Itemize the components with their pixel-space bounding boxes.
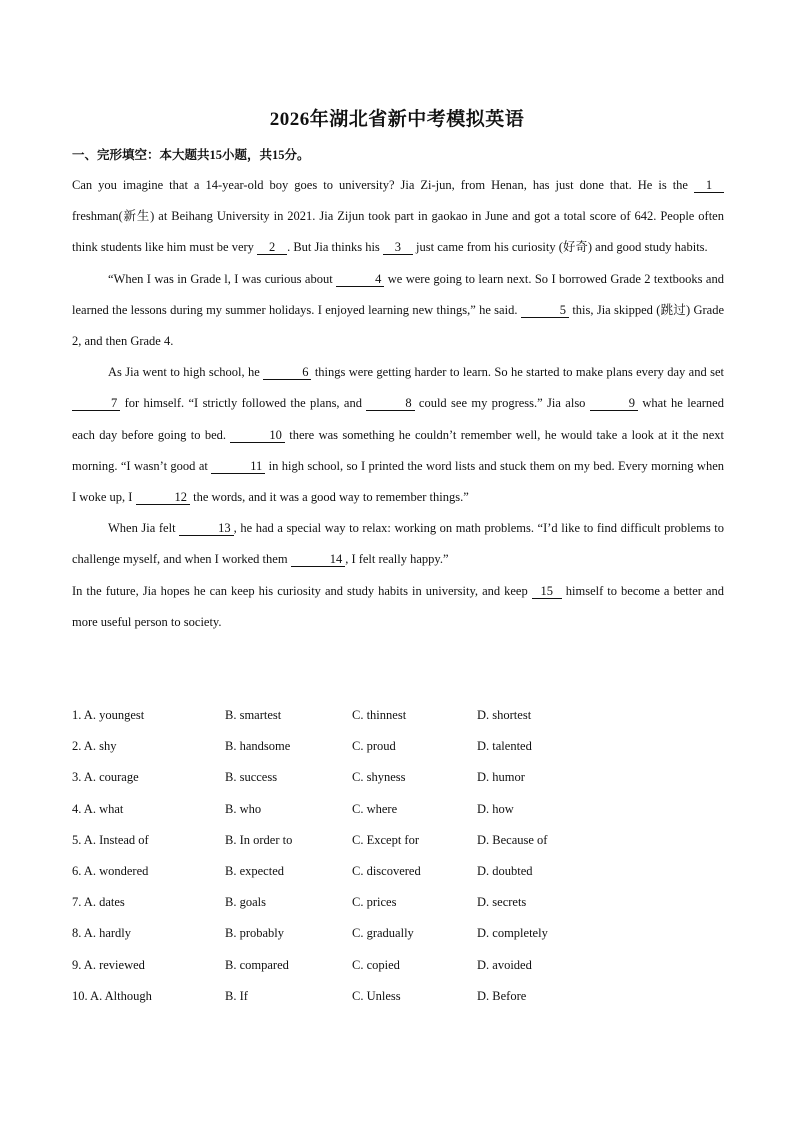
blank-14: 14 xyxy=(291,552,346,567)
option-c: C. Unless xyxy=(352,988,401,1003)
blank-15: 15 xyxy=(532,584,562,599)
page-title: 2026年湖北省新中考模拟英语 xyxy=(269,109,525,130)
option-c: C. prices xyxy=(352,895,397,910)
passage-text: there was something he couldn’t remember well, he would take a look at it the next morning. “I wasn’t good at xyxy=(72,427,724,473)
blank-6: 6 xyxy=(263,365,311,380)
option-c: C. discovered xyxy=(352,863,421,878)
passage-text: . But Jia thinks his xyxy=(287,240,383,255)
passage-text: himself to become a better and more useful person to society. xyxy=(72,583,724,629)
option-d: D. Before xyxy=(477,988,527,1003)
passage-text: just came from his curiosity (好奇) and good study habits. xyxy=(412,240,708,255)
option-d: D. humor xyxy=(477,770,525,785)
section-header: 一、完形填空：本大题共15小题，共15分。 xyxy=(72,148,310,162)
option-c: C. copied xyxy=(352,957,400,972)
blank-8: 8 xyxy=(366,396,414,411)
question-row xyxy=(72,950,724,981)
option-d: D. avoided xyxy=(477,957,532,972)
option-b: B. smartest xyxy=(225,708,282,722)
passage-paragraph xyxy=(72,576,724,638)
option-a: 6. A. wondered xyxy=(72,863,149,878)
blank-10: 10 xyxy=(230,428,285,443)
passage-text: In the future, Jia hopes he can keep his curiosity and study habits in university, and keep xyxy=(72,583,532,598)
passage-text: for himself. “I strictly followed the plans, and xyxy=(120,396,367,411)
passage-text: the words, and it was a good way to remember things.” xyxy=(190,490,469,505)
option-c: C. proud xyxy=(352,739,396,754)
blank-7: 7 xyxy=(72,396,120,411)
option-d: D. secrets xyxy=(477,895,527,910)
option-b: B. expected xyxy=(225,863,285,878)
question-row xyxy=(72,794,724,825)
blank-12: 12 xyxy=(136,490,191,505)
blank-11: 11 xyxy=(211,459,265,474)
passage-paragraph xyxy=(72,264,724,358)
passage-text: freshman(新生) at Beihang University in 2021. Jia Zijun took part in gaokao in June and got a total score of 642. People often think students like him must be very xyxy=(72,209,724,255)
option-b: B. success xyxy=(225,770,278,785)
blank-3: 3 xyxy=(383,240,413,255)
passage-text: When Jia felt xyxy=(108,521,180,536)
option-c: C. Except for xyxy=(352,832,419,847)
option-a: 8. A. hardly xyxy=(72,926,132,941)
option-b: B. In order to xyxy=(225,832,293,847)
question-row xyxy=(72,700,724,731)
passage-text: could see my progress.” Jia also xyxy=(414,396,590,411)
passage-text: what he learned each day before going to bed. xyxy=(72,396,724,442)
option-b: B. handsome xyxy=(225,739,291,754)
passage-paragraph xyxy=(72,357,724,513)
passage-paragraph xyxy=(72,513,724,575)
option-d: D. completely xyxy=(477,926,548,941)
option-d: D. how xyxy=(477,801,514,816)
option-d: D. shortest xyxy=(477,708,532,722)
option-b: B. probably xyxy=(225,926,285,941)
question-row xyxy=(72,918,724,949)
passage-text: , he had a special way to relax: working on math problems. “I’d like to find difficult problems to challenge myself, and when I worked them xyxy=(72,521,725,567)
option-c: C. shyness xyxy=(352,770,406,785)
passage-text: in high school, so I printed the word lists and stuck them on my bed. Every morning when I woke up, I xyxy=(72,458,724,505)
option-a: 5. A. Instead of xyxy=(72,832,149,847)
passage-text: things were getting harder to learn. So he started to make plans every day and set xyxy=(311,365,724,380)
question-row xyxy=(72,887,724,918)
question-row xyxy=(72,825,724,856)
blank-5: 5 xyxy=(521,303,569,318)
cloze-passage xyxy=(72,170,724,638)
option-b: B. who xyxy=(225,801,262,816)
passage-text: Can you imagine that a 14-year-old boy goes to university? Jia Zi-jun, from Henan, has just done that. He is the xyxy=(72,178,694,192)
option-a: 10. A. Although xyxy=(72,988,152,1003)
passage-text: we were going to learn next. So I borrowed Grade 2 textbooks and learned the lessons during my summer holidays. I enjoyed learning new things,” he said. xyxy=(72,271,724,317)
blank-4: 4 xyxy=(336,272,384,287)
question-row xyxy=(72,762,724,793)
option-a: 4. A. what xyxy=(72,801,124,816)
answer-options xyxy=(72,700,724,1012)
option-c: C. where xyxy=(352,801,398,816)
option-b: B. compared xyxy=(225,957,289,972)
passage-text: , I felt really happy.” xyxy=(345,552,449,567)
passage-text: As Jia went to high school, he xyxy=(108,365,264,380)
option-d: D. talented xyxy=(477,739,532,754)
passage-text: this, Jia skipped (跳过) Grade 2, and then Grade 4. xyxy=(72,302,724,349)
option-d: D. Because of xyxy=(477,832,548,847)
option-a: 3. A. courage xyxy=(72,770,139,785)
option-a: 7. A. dates xyxy=(72,895,125,910)
blank-13: 13 xyxy=(179,521,234,536)
option-b: B. goals xyxy=(225,895,266,910)
option-d: D. doubted xyxy=(477,863,533,878)
passage-text: “When I was in Grade l, I was curious about xyxy=(108,271,337,286)
passage-paragraph xyxy=(72,170,724,264)
option-a: 1. A. youngest xyxy=(72,708,145,722)
blank-2: 2 xyxy=(257,240,287,255)
question-row xyxy=(72,856,724,887)
option-b: B. If xyxy=(225,988,248,1003)
blank-1: 1 xyxy=(694,178,724,193)
option-c: C. thinnest xyxy=(352,708,407,722)
question-row xyxy=(72,981,724,1012)
option-a: 9. A. reviewed xyxy=(72,957,145,972)
blank-9: 9 xyxy=(590,396,638,411)
option-a: 2. A. shy xyxy=(72,739,117,754)
option-c: C. gradually xyxy=(352,926,414,941)
question-row xyxy=(72,731,724,762)
